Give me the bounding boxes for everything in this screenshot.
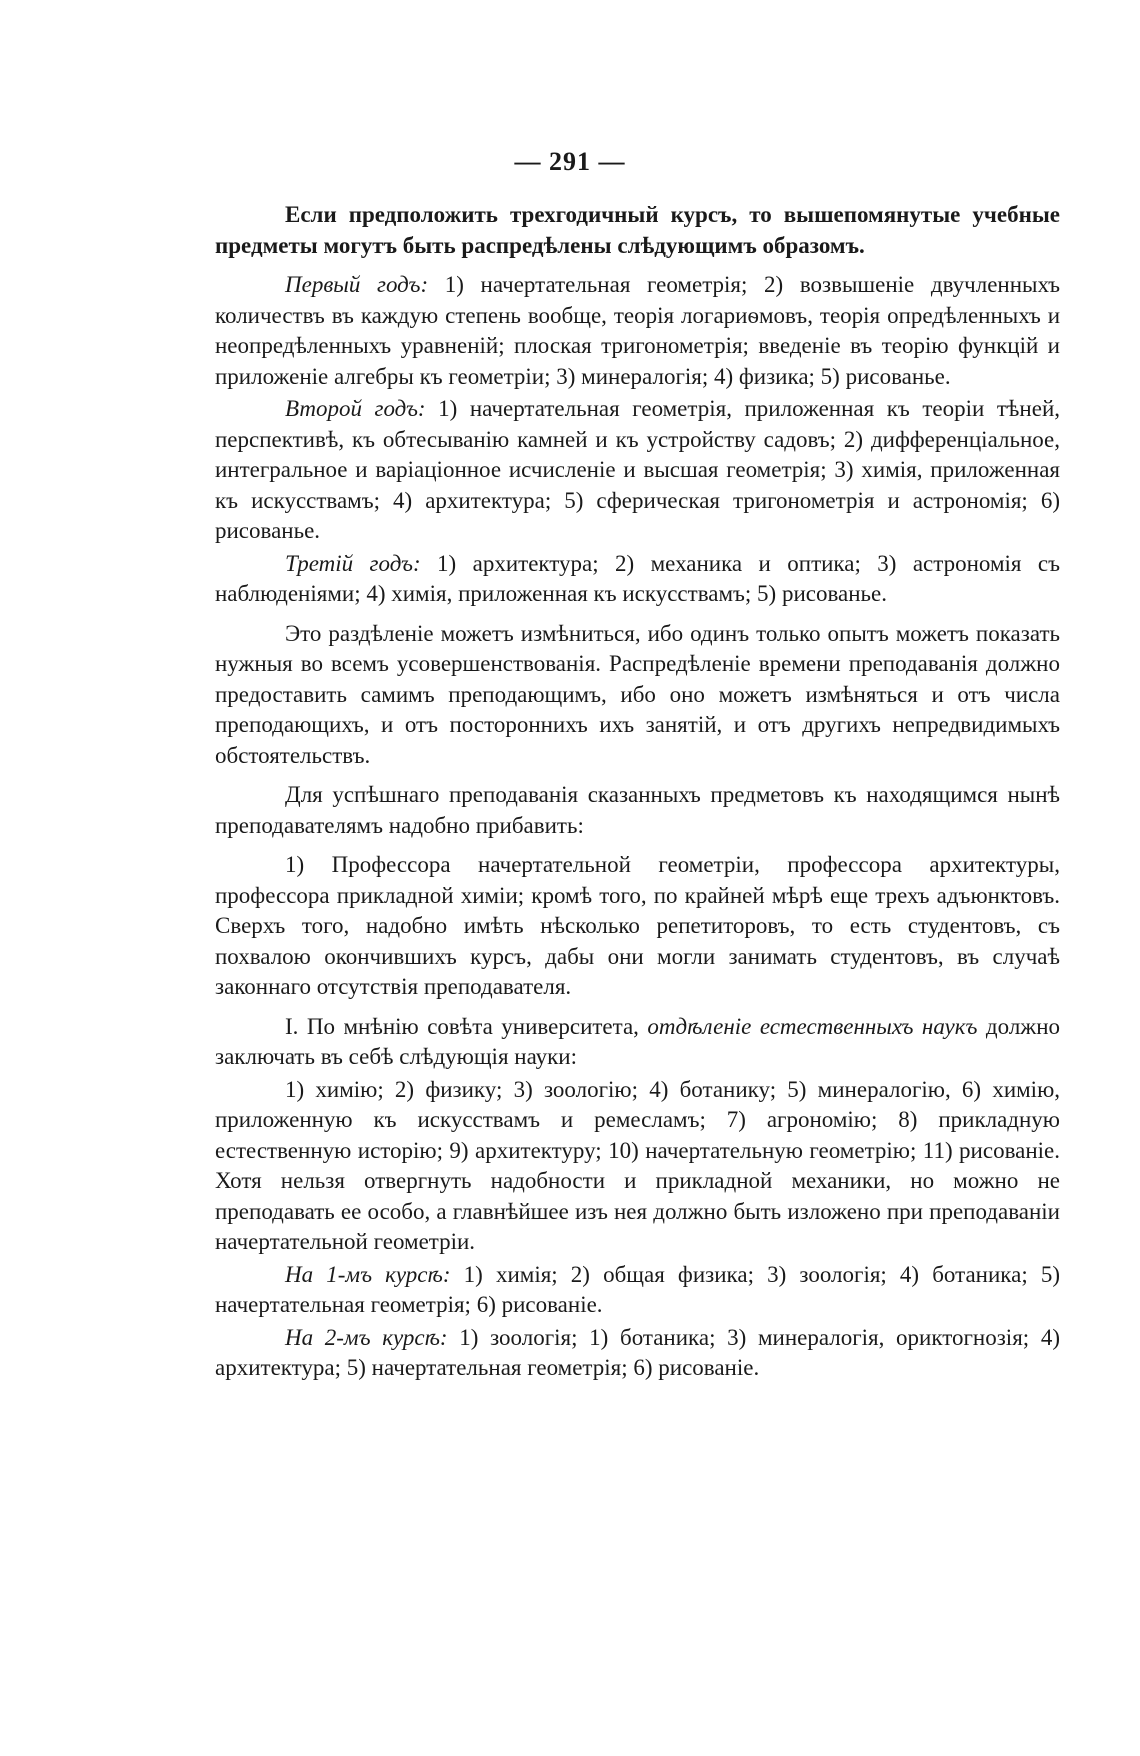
paragraph-first-year [215, 270, 1060, 392]
natural-sciences-pre: I. По мнѣнію совѣта университета, [285, 1013, 648, 1039]
paragraph-course-2 [215, 1323, 1060, 1384]
paragraph-sciences-list: 1) химію; 2) физику; 3) зоологію; 4) ботанику; 5) минералогію, 6) химію, приложенную къ искусствамъ и ремесламъ; 7) агрономію; 8) прикладную естественную исторію; 9) архитектуру; 10) начертательную геометрію; 11) рисованіе. Хотя нельзя отвергнуть надобности и прикладной механики, но можно не преподавать ее особо, а главнѣйшее изъ нея должно быть изложено при преподаваніи начертательной геометріи. [215, 1076, 1060, 1254]
paragraph-professors: 1) Профессора начертательной геометріи, профессора архитектуры, профессора прикладной химіи; кромѣ того, по крайней мѣрѣ еще трехъ адъюнктовъ. Сверхъ того, надобно имѣть нѣсколько репетиторовъ, то есть студентовъ, съ похвалою окончившихъ курсъ, дабы они могли занимать студентовъ, въ случаѣ законнаго отсутствія преподавателя. [215, 852, 1060, 999]
paragraph-intro [215, 200, 1060, 261]
course-1-text: 1) химія; 2) общая физика; 3) зоологія; 4) ботаника; 5) начертательная геометрія; 6) рисованіе. [215, 1261, 1060, 1317]
page-body [215, 200, 1060, 1386]
natural-sciences-label: отдѣленіе естественныхъ наукъ [647, 1013, 978, 1039]
paragraph-third-year [215, 549, 1060, 610]
first-year-text: 1) начертательная геометрія; 2) возвышеніе двучленныхъ количествъ въ каждую степень вообще, теорія логариѳмовъ, теорія опредѣленныхъ и неопредѣленныхъ уравненій; плоская тригонометрія; введеніе въ теорію функцій и приложеніе алгебры къ геометріи; 3) минералогія; 4) физика; 5) рисованье. [215, 272, 1060, 389]
third-year-label: Третій годъ: [285, 550, 421, 576]
natural-sciences-post: должно заключать въ себѣ слѣдующія науки: [215, 1013, 1061, 1069]
paragraph-natural-sciences [215, 1012, 1060, 1073]
page-number: — 291 — [514, 147, 626, 176]
second-year-text: 1) начертательная геометрія, приложенная къ теоріи тѣней, перспективѣ, къ обтесыванію камней и къ устройству садовъ; 2) дифференціальное, интегральное и варіаціонное исчисленіе и высшая геометрія; 3) химія, приложенная къ искусствамъ; 4) архитектура; 5) сферическая тригонометрія и астрономія; 6) рисованье. [215, 396, 1060, 543]
course-1-label: На 1-мъ курсѣ: [285, 1261, 451, 1287]
course-2-text: 1) зоологія; 1) ботаника; 3) минералогія, ориктогнозія; 4) архитектура; 5) начертательная геометрія; 6) рисованіе. [215, 1324, 1060, 1380]
paragraph-teachers: Для успѣшнаго преподаванія сказанныхъ предметовъ къ находящимся нынѣ преподавателямъ надобно прибавить: [215, 782, 1060, 838]
paragraph-second-year [215, 394, 1060, 547]
course-2-label: На 2-мъ курсѣ: [285, 1324, 448, 1350]
first-year-label: Первый годъ: [285, 272, 429, 297]
second-year-label: Второй годъ: [285, 396, 426, 421]
third-year-text: 1) архитектура; 2) механика и оптика; 3) астрономія съ наблюденіями; 4) химія, приложенная къ искусствамъ; 5) рисованье. [215, 550, 1060, 606]
paragraph-division: Это раздѣленіе можетъ измѣниться, ибо одинъ только опытъ можетъ показать нужныя во всемъ усовершенствованія. Распредѣленіе времени преподаванія должно предоставить самимъ преподающимъ, ибо оно можетъ измѣняться и отъ числа преподающихъ, и отъ постороннихъ ихъ занятій, и отъ другихъ непредвидимыхъ обстоятельствъ. [215, 620, 1060, 768]
paragraph-course-1 [215, 1260, 1060, 1321]
paragraph-intro-text: Если предположить трехгодичный курсъ, то вышепомянутые учебные предметы могутъ быть распредѣлены слѣдующимъ образомъ. [215, 202, 1060, 258]
